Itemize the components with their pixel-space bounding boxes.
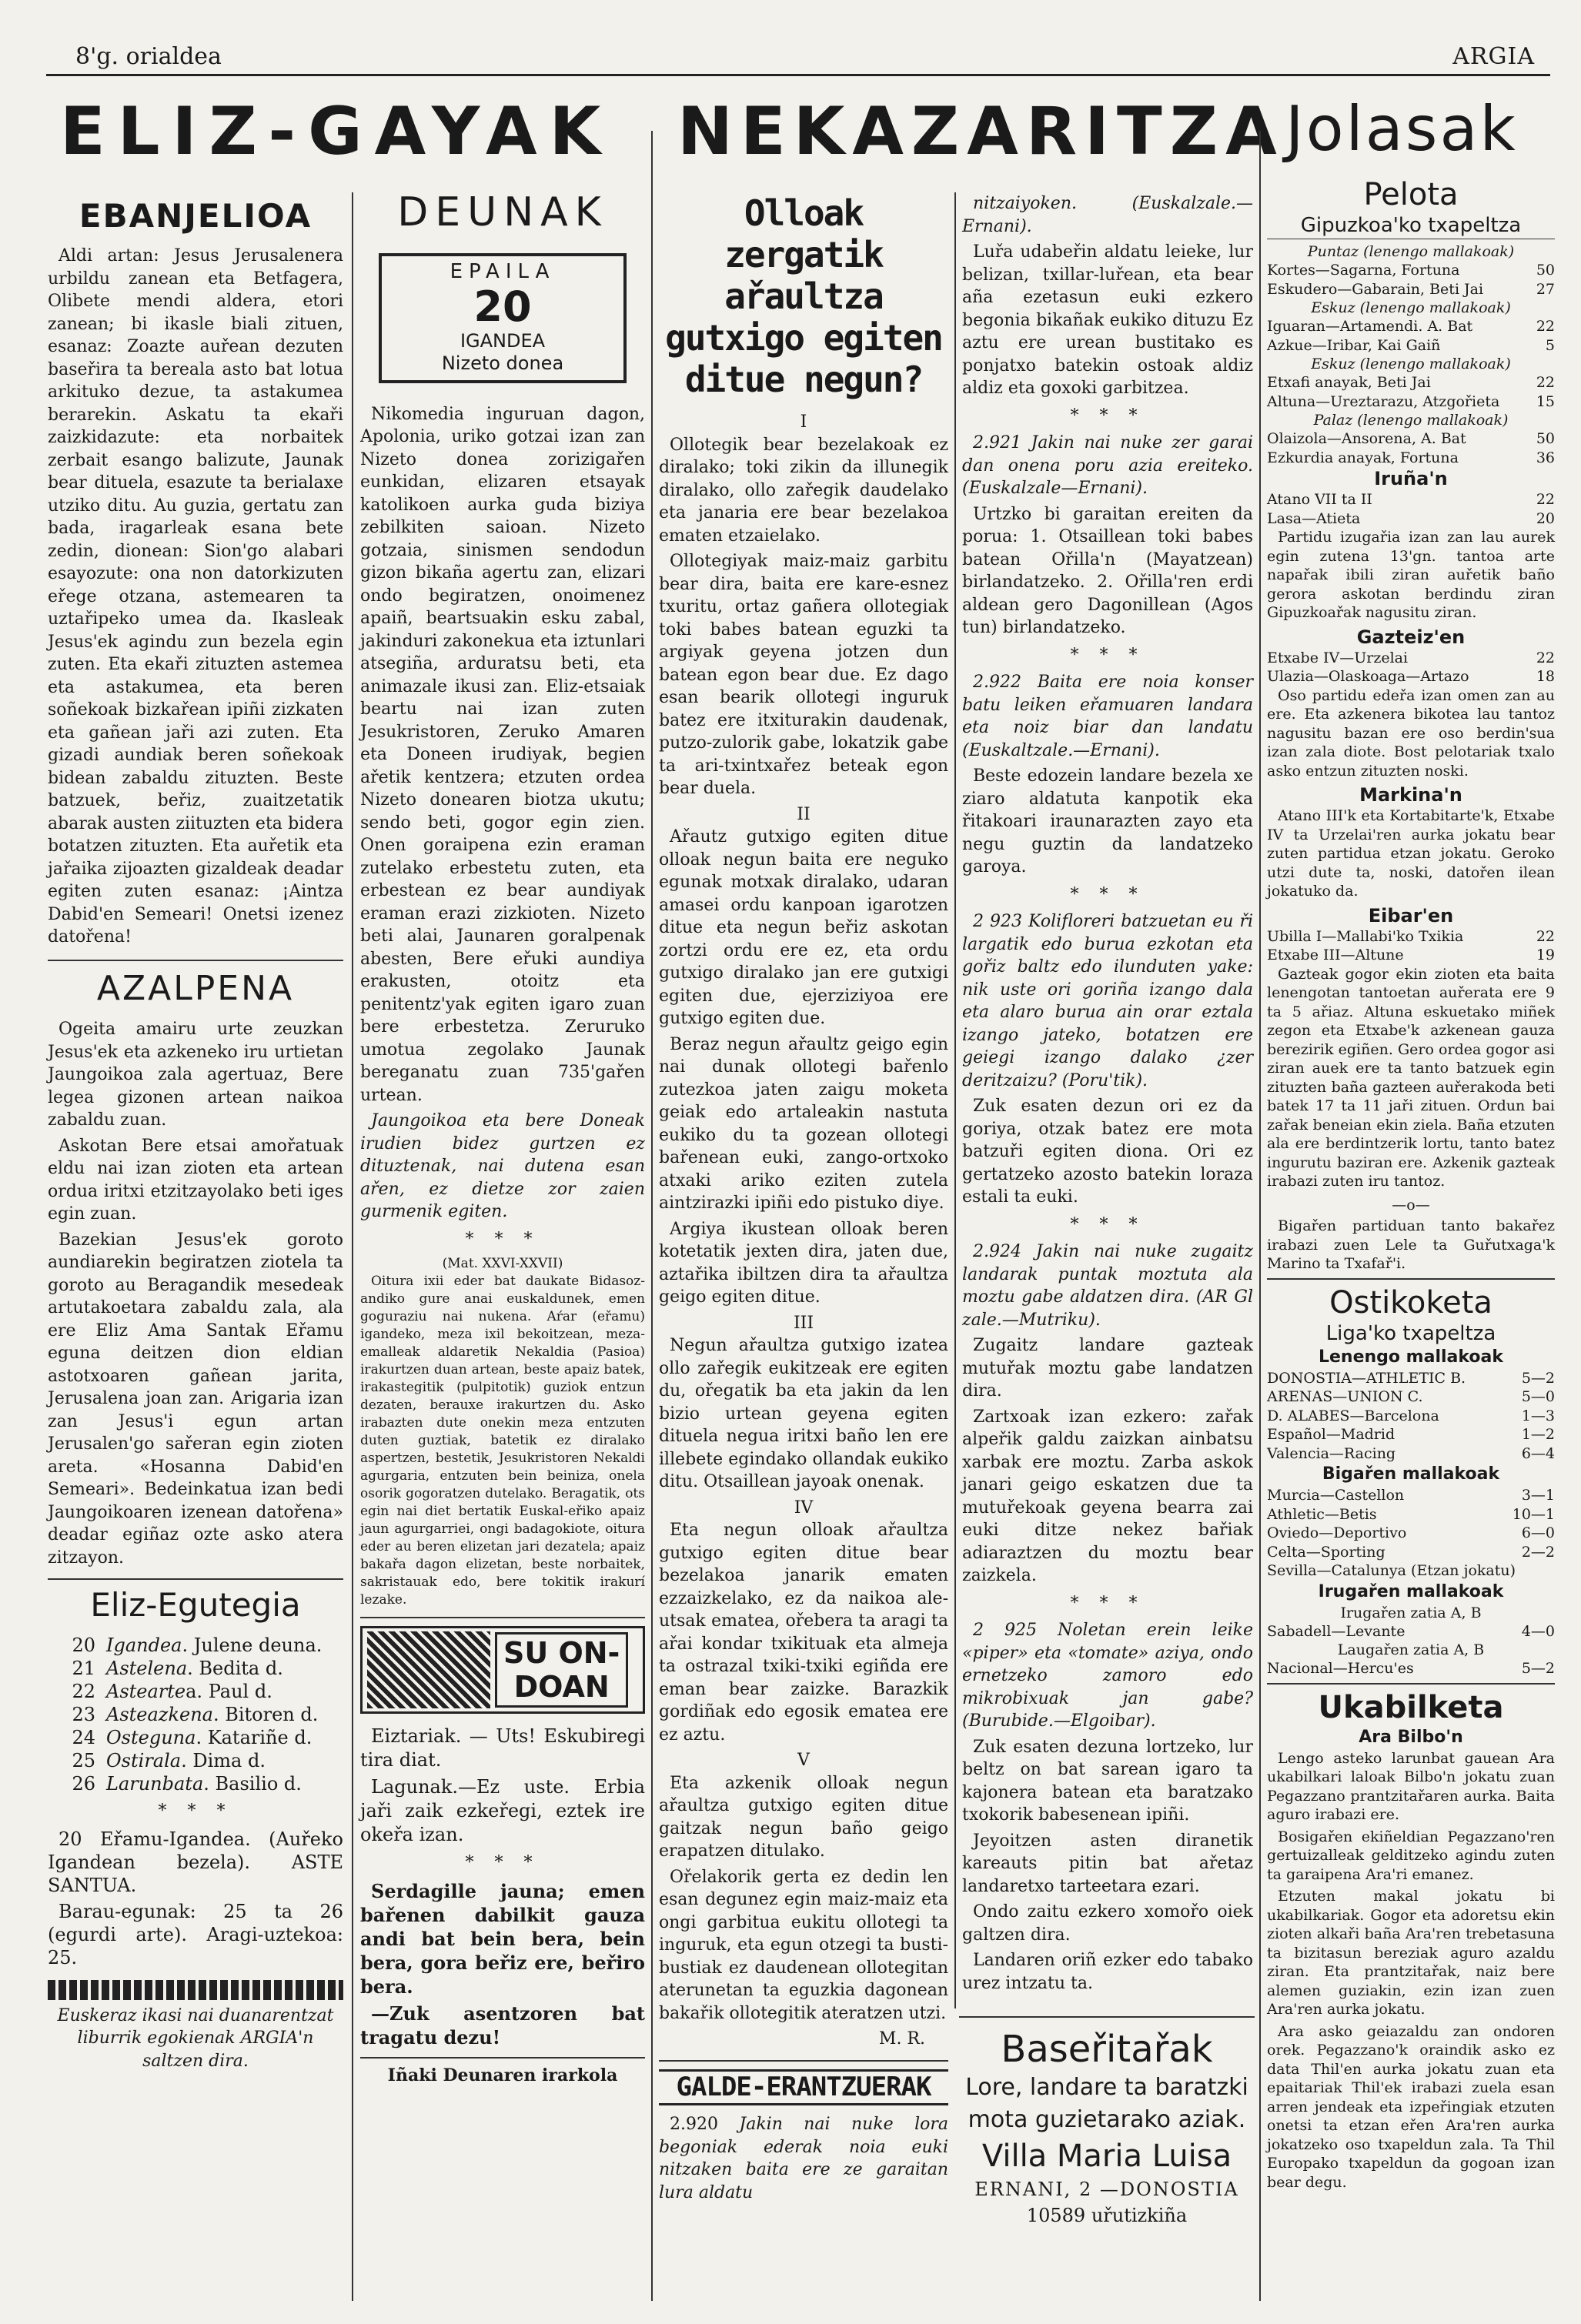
result-row: Etxabe IV—Urzelai 22 [1267, 649, 1555, 666]
olloak-paragraph: Ollotegik bear bezelakoak ez diralako; toki zikin da illunegik diralako, ollo zařegik daudelako eta janaria ere bear bezelakoa ematen etzaielako. [659, 435, 948, 546]
result-row: Nacional—Hercu'es 5—2 [1267, 1660, 1555, 1677]
group-label: Laugařen zatia A, B [1337, 1641, 1485, 1658]
divider-mark: —o— [1392, 1196, 1430, 1214]
galde-erantzuerak-banner: GALDE-ERANTZUERAK [659, 2069, 948, 2106]
qa-item: Zuk esaten dezuna lortzeko, lur beltz on bat sarean igaro ta kajonera batean eta baratzako txokorik babesenean ipiñi. [962, 1737, 1253, 1825]
division-heading: Lenengo mallakoak [1318, 1347, 1504, 1367]
qa-item: 2 923 Kolifloreri batzuetan eu ři largatik edo burua ezkotan eta gořiz baltz edo ilunduten yake: nik uste ori goriña izango dala eta alaro burua ain orar eztala izango jateko, botatzen ere geiegi izango dalako ¿zer deritzaizu? (Poru'tik). [962, 912, 1253, 1090]
calendar-entry: 23 Asteazkena . Bitoren d. [72, 1704, 319, 1726]
qa-item: nitzaiyoken. (Euskalzale.—Ernani). [962, 194, 1253, 236]
eliz-gayak-title: ELIZ-GAYAK [60, 93, 613, 170]
feast-saint: Nizeto donea [441, 352, 564, 375]
qa-item: 2 925 Noletan erein leike «piper» eta «tomate» aziya, ondo ernetzeko zamoro edo mikrobixuak jan gabe? (Burubide.—Elgoibar). [962, 1621, 1253, 1731]
olloak-paragraph: Beraz negun ařaultz geigo egin nai dunak ollotegi bařenlo zutezkoa jaten zaigu moketa geiak edo artaleakin nastuta eukiko du ta gozean ollotegi bařenean euki, zango-ortxoko atxaki ariko eziten zutela aintzirazki ipiñi edo pistuko diye. [659, 1034, 948, 1213]
divider-stars: * * * [465, 1853, 540, 1873]
feast-weekday: IGANDEA [460, 329, 546, 352]
column-ebanjelioa [48, 199, 343, 2075]
deunak-note: Oitura ixii eder bat daukate Bidasoz-andiko gure anai euskaldunek, emen goguraziu nai nukena. Aŕar (eřamu) igandeko, meza ixil bekoitzean, meza-emalleak aldaretik Nekaldia (Pasioa) irakurtzen duan artean, beste apaiz batek, irakastegitik (pulpitotik) guziok entzun dezaten, berauxe irakurtzen du. Asko irabazten dute onekin meza entzuten duten guztiak, batetik ez diralako aspertzen, bestetik, Jesukristoren Nekaldi agurgaria, entzuten bein beiniza, onela osorik gogoratzen dutelako. Beragatik, ots egin nai diet bertatik Euskal-eřiko apaiz jaun agurgarriei, ongi badagokiote, oitura eder au beren elizetan jari dezatela; apaiz bakařa dagon elizetan, beste norbaitek, sakristauak edo, bere tokitik irakurí lezake. [360, 1274, 645, 1608]
venue-heading: Gazteiz'en [1356, 626, 1466, 648]
page-number: 8'g. orialdea [75, 43, 222, 70]
qa-item: Urtzko bi garaitan ereiten da porua: 1. Otsaillean toki babes batean Ořilla'n (Mayatzean) birlandatzeko. 2. Ořilla'ren erdi aldean gero Dagonillean (Agos tun) birlandatzeko. [962, 504, 1253, 637]
match-report: Oso partidu edeřa izan omen zan au ere. Eta azkenera bikotea lau tantoz nagusitu bazan ere oso berdin'sua izan zala diote. Bost pelotariak txalo asko entzun zituzten noski. [1267, 686, 1555, 780]
match-report: Ara asko geiazaldu zan ondoren orek. Pegazzano'k oraindik asko ez data Thil'en aurka jokatu zuan eta epaitariak Thil'ek irabazi zuela esan arren jendeak eta izpeřingiak etzuten onetsi ta etzan eřen Ara'ren aurka jokatzeko oso txapeldun zala. Ta Thil Europako txapeldun da gogoan izan bear degu. [1267, 2022, 1555, 2191]
separator [48, 1578, 343, 1580]
section-numeral: I [800, 412, 807, 432]
deunak-text: Nikomedia inguruan dagon, Apolonia, uriko gotzai izan zan Nizeto donea zorizigařen eunkidan, elizaren etsayak katolikoen aurka guda biziya zebilkiten saioan. Nizeto gotzaia, sinismen sendodun gizon bikaña agertu zan, elizari ondo begiratzen, onoimenez apaiñ, beartsuakin esku zabal, jakinduri zakonekua eta iztunlari atsegiña, arduratsu beti, eta animazale ikusi zan. Eliz-etsaiak beartu nai izan zuten Jesukristoren, Zeruko Amaren eta Doneen irudiyak, begien ařetik kentzera; etzuten ordea Nizeto donearen biotza ukutu; sendo beti, gogor egin zien. Onen goraipena ezin eraman zutelako erbestetu zuten, eta erbestean ez bear aundiyak eraman erazi zizkioten. Nizeto beti alai, Jaunaren goralpenak abesten, Bere eřuki aundiya erakusten, otoitz eta penitentz'yak egiten igaro zuan bere erbestetza. Zeruruko umotua zegolako Jaunak bereganatu zuan 735'gařen urtean. [360, 404, 645, 1105]
olloak-paragraph: Negun ařaultza gutxigo izatea ollo zařegik eukitzeak ere egiten du, ořegatik ba eta jakin da len bizio urtean geyena egiten dituela negua iritxi baño len ere illebete egindako ollandak eukiko ditu. Otsaillean jayoak onenak. [659, 1336, 948, 1491]
result-row: Etxafi anayak, Beti Jai 22 [1267, 374, 1555, 391]
calendar-entry: 21 Astelena . Bedita d. [72, 1658, 283, 1680]
result-row: Olaizola—Ansorena, A. Bat 50 [1267, 430, 1555, 447]
ad-line: Lore, landare ta baratzki [965, 2074, 1248, 2101]
separator [48, 960, 343, 961]
egutegia-note: 20 Eřamu-Igandea. (Auřeko Igandean bezela). ASTE SANTUA. [48, 1828, 343, 1896]
olloak-headline: Olloak zergatik ařaultza gutxigo egiten ditue negun? [665, 192, 942, 400]
ad-address: ERNANI, 2 —DONOSTIA [974, 2179, 1239, 2200]
baseritarak-ad [959, 2016, 1255, 2229]
result-row: Ezkurdia anayak, Fortuna 36 [1267, 449, 1555, 466]
separator [360, 1617, 645, 1618]
divider-stars: * * * [1070, 1214, 1145, 1234]
qa-item: 2.924 Jakin nai nuke zugaitz landarak puntak moztuta ala moztu gabe aldatzen dira. (AR Gl zale.—Mutriku). [962, 1242, 1253, 1330]
column-deunak [360, 191, 645, 2087]
printer-credit: Iñaki Deunaren irarkola [387, 2065, 618, 2085]
result-row: Sabadell—Levante 4—0 [1267, 1622, 1555, 1640]
liga-heading: Liga'ko txapeltza [1325, 1321, 1496, 1345]
division-heading: Irugařen mallakoak [1318, 1581, 1504, 1601]
ad-brand: Villa Maria Luisa [981, 2139, 1232, 2174]
match-report: Partidu izugařia izan zan lau aurek egin zutena 13'gn. tantoa arte napařak ibili ziran auřetik baño gerora askotan berdindu ziran Gipuzkoařak nagusitu ziran. [1267, 529, 1555, 621]
author-signature: M. R. [878, 2029, 925, 2049]
feast-month: EPAILA [450, 260, 556, 284]
calendar-entry: 24 Osteguna . Katariñe d. [72, 1727, 313, 1749]
calendar-entry: 25 Ostirala . Dima d. [72, 1750, 266, 1772]
olloak-paragraph: Ařautz gutxigo egiten ditue olloak negun baita ere neguko egunak motxak diralako, udaran amasei ordu kanpoan igarotzen ditue eta negun beřiz askotan zortzi ordu ere ez, eta ordu gutxigo diralako jan ere gutxigi egiten due, ejerziziyoa ere gutxigo egiten due. [659, 827, 948, 1028]
jolasak-title: Jolasak [1285, 93, 1518, 165]
joke-text: Lagunak.—Ez uste. Erbia jaři zaik ezkeřegi, eztek ire okeřa izan. [360, 1776, 645, 1846]
result-row: Kortes—Sagarna, Fortuna 50 [1267, 262, 1555, 279]
section-numeral: IV [794, 1498, 814, 1518]
su-ondoan-header [360, 1626, 645, 1714]
column-rule-2 [651, 131, 653, 2301]
results-group-label: Eskuz (lenengo mallakoak) [1311, 299, 1511, 316]
azalpena-paragraph: Ogeita amairu urte zeuzkan Jesus'ek eta azkeneko iru urtietan Jaungoikoa zala agertuaz, Bere legea gizonen artean naikoa zabaldu zuan. [48, 1020, 343, 1130]
qa-item: Ondo zaitu ezkero xomořo oiek galtzen dira. [962, 1902, 1253, 1945]
match-report: Bosigařen ekiñeldian Pegazzano'ren gertuizalleak gelditzeko agindu zuten ta garaipena Ara'ri emanez. [1267, 1828, 1555, 1883]
olloak-paragraph: Eta azkenik olloak negun ařaultza gutxigo egiten ditue gaitzak negun baño geigo erapatzen ditulako. [659, 1773, 948, 1861]
result-row: Murcia—Castellon 3—1 [1267, 1487, 1555, 1504]
column-jolasak [1267, 177, 1555, 2195]
venue-heading: Markina'n [1359, 784, 1462, 806]
ad-line: mota guzietarako aziak. [968, 2106, 1246, 2133]
result-row: DONOSTIA—ATHLETIC B. 5—2 [1267, 1369, 1555, 1387]
qa-item: 2.921 Jakin nai nuke zer garai dan onena poru azia ereiteko. (Euskalzale—Ernani). [962, 433, 1253, 498]
results-group-label: Eskuz (lenengo mallakoak) [1311, 356, 1511, 372]
feast-day: 20 [473, 282, 532, 331]
group-label: Irugařen zatia A, B [1340, 1604, 1482, 1621]
venue-heading: Ara Bilbo'n [1359, 1727, 1463, 1747]
azalpena-paragraph: Askotan Bere etsai amořatuak eldu nai izan zioten eta artean ordua iritxi etzitzayolako beti iges egin zuan. [48, 1136, 343, 1224]
result-row: Ubilla I—Mallabi'ko Txikia 22 [1267, 927, 1555, 945]
column-olloak [659, 192, 948, 2207]
su-ondoan-title: SU ON- DOAN [495, 1632, 628, 1708]
result-row: Iguaran—Artamendi. A. Bat 22 [1267, 318, 1555, 335]
match-report: Etzuten makal jokatu bi ukabilkariak. Gogor eta adoretsu ekin zioten alkaři baña Ara'ren trebetasuna ta bizitasun bereziak aguro azaldu ziran. Eta prantzitařak, naiz bere alemen guziakin, ezin izan zuen Ara'ren aurka jokatu. [1267, 1888, 1555, 2018]
qa-item: Zugaitz landare gazteak mutuřak moztu gabe landatzen dira. [962, 1336, 1253, 1401]
olloak-paragraph: Argiya ikustean olloak beren kotetatik jexten dira, jaten due, aztařika ibiltzen dira ta ařaultza geigo egiten ditue. [659, 1219, 948, 1307]
deunak-heading: DEUNAK [397, 189, 608, 235]
ornament-strip [48, 1980, 343, 2000]
egutegia-note: Barau-egunak: 25 ta 26 (egurdi arte). Aragi-uztekoa: 25. [48, 1900, 343, 1968]
result-row: Athletic—Betis 10—1 [1267, 1505, 1555, 1523]
divider-stars: * * * [1070, 645, 1145, 665]
result-row: Atano VII ta II 22 [1267, 491, 1555, 508]
section-numeral: V [797, 1751, 810, 1770]
joke-text: Eiztariak. — Uts! Eskubiregi tira diat. [360, 1725, 645, 1771]
nekazaritza-title: NEKAZARITZA [677, 93, 1285, 170]
joke-text: —Zuk asentzoren bat tragatu dezu! [360, 2002, 645, 2049]
column-rule-4 [1259, 131, 1261, 2301]
pelota-subheading: Gipuzkoa'ko txapeltza [1267, 212, 1555, 239]
azalpena-paragraph: Bazekian Jesus'ek goroto aundiarekin begiratzen ziotela ta goroto au Beragandik mesedeak artutakoetara zabaldu zala, ala ere Eliz Ama Santak Eřamu eguna deitzen dion eldian astotxoaren gañean jarita, Jerusalena joan zan. Arigaria izan zan Jesus'i egun artan Jerusalen'go sařeran egin zioten areta. «Hosanna Dabid'en Semeari». Bedeinkatua izan bedi Jaungoikoaren izenean datořena» deadar egiñaz ozte asko atera zitzayon. [48, 1230, 343, 1568]
qa-item: 2.922 Baita ere noia konser batu leiken eřamuaren landara eta noiz biar dan landatu (Euskaltzale.—Ernani). [962, 673, 1253, 760]
match-report: Gazteak gogor ekin zioten eta baita lenengotan tantoetan auřerata ere 9 ta 5 ařiaz. Altuna eskuetako miñek zegon eta Etxabe'k azkenean gauza berezirik egiñen. Gero ordea gogor asi ziran auek ere ta tanto batzuek egin zituzten baña gazteen auřerakoda beti batek 17 ta 11 jaři zituen. Ordun bai zařak beneian ekin ziela. Baña etzuten ala ere berdintzerik lortu, tanto batez ingurutu baziran ere. Azkenik gazteak irabazi zuten iru tantoz. [1267, 965, 1555, 1190]
deunak-closing: Jaungoikoa eta bere Doneak irudien bidez gurtzen ez dituztenak, nai dutena esan ařen, ez dietze zor zaien gurmenik egiten. [360, 1111, 645, 1222]
separator [1267, 1683, 1555, 1685]
divider-stars: * * * [1070, 1593, 1145, 1613]
column-galdeak [962, 192, 1253, 1998]
qa-item: Zartxoak izan ezkero: zařak alpeřik galdu zaizkan ainbatsu xarbak ere moztu. Zarba askok janari geigo eskatzen due ta mutuřekoak geyena bearra zai euki ditze nekez bařiak adiaraztzen du moztu bear zaizkela. [962, 1407, 1253, 1585]
calendar-entry: 22 Astearte a. Paul d. [72, 1681, 272, 1703]
qa-item: Beste edozein landare bezela xe ziaro aldatuta kanpotik eka řitakoari iraunarazten zayo eta negu guztin da landatzeko garoya. [962, 766, 1253, 877]
result-row: Azkue—Iribar, Kai Gaiñ 5 [1267, 336, 1555, 354]
result-row: Valencia—Racing 6—4 [1267, 1444, 1555, 1462]
qa-item: Luřa udabeřin aldatu leieke, lur belizan, txillar-luřean, eta bear aña ezetasun euki ezkero begonia bikañak eukiko dituzu Ez aztu ere urean bustitako es ponjatxo batekin ostoak aldiz aldiz eta goxoki garbitzea. [962, 242, 1253, 398]
calendar-entry: 26 Larunbata . Basilio d. [72, 1773, 302, 1795]
egutegia-footer: Euskeraz ikasi nai duanarentzat liburrik egokienak ARGIA'n saltzen dira. [57, 2005, 334, 2071]
divider-stars: * * * [1070, 884, 1145, 904]
egutegia-list [48, 1634, 343, 1795]
column-rule-3 [954, 192, 956, 2008]
header-rule [46, 74, 1550, 76]
deunak-reference: (Mat. XXVI-XXVII) [442, 1256, 563, 1272]
column-rule-1 [352, 192, 353, 2301]
joke-text: Serdagille jauna; emen bařenen dabilkit gauza andi bat bein bera, bein bera, gora beřiz ere, beřiro bera. [360, 1879, 645, 1998]
result-row: Altuna—Ureztarazu, Atzgořieta 15 [1267, 392, 1555, 410]
separator [659, 2060, 948, 2062]
qa-item: Zuk esaten dezun ori ez da goriya, otzak batez ere mota batzuři egiten diona. Ori ez gertatzeko azosto batekin loraza estali ta euki. [962, 1097, 1253, 1207]
section-numeral: II [797, 804, 811, 824]
result-row: Lasa—Atieta 20 [1267, 509, 1555, 527]
calendar-entry: 20 Igandea . Julene deuna. [72, 1634, 323, 1657]
fireside-illustration [367, 1631, 490, 1708]
ad-phone: 10589 uřutizkiña [1026, 2205, 1188, 2226]
question-number: 2.920 [670, 2115, 718, 2134]
olloak-paragraph: Ollotegiyak maiz-maiz garbitu bear dira, baita ere kare-esnez txuritu, ortaz gañera ollotegiak toki babes batean eguzki ta argiyak geyena jotzen dun batean egon bear due. Ez dago esan bearik ollotegi inguruk batez ere itxiturakin daudenak, putzo-zulorik gabe, lokatzik gabe ta ari-txintxařez beteak egon bear duela. [659, 552, 948, 798]
qa-item: Landaren oriñ ezker edo tabako urez intzatu ta. [962, 1951, 1253, 1993]
result-row: Celta—Sporting 2—2 [1267, 1543, 1555, 1561]
running-header [75, 43, 1535, 74]
match-report: Atano III'k eta Kortabitarte'k, Etxabe IV ta Urzelai'ren aurka jokatu bear zuten partidua etzan jokatu. Geroko utzi dute ta, noski, datořen ilean jokatuko da. [1267, 807, 1555, 900]
division-heading: Bigařen mallakoak [1322, 1464, 1500, 1484]
azalpena-heading: AZALPENA [96, 968, 295, 1008]
result-row: Ulazia—Olaskoaga—Artazo 18 [1267, 668, 1555, 685]
results-group-label: Palaz (lenengo mallakoak) [1313, 412, 1509, 429]
ebanjelioa-heading: EBANJELIOA [79, 197, 313, 235]
ostikoketa-heading: Ostikoketa [1329, 1284, 1492, 1321]
ebanjelioa-text: Aldi artan: Jesus Jerusalenera urbildu zanean eta Betfagera, Olibete mendi aldera, etori zanean; bi ikasle biali zituen, esanaz: Zoazte auřean dezuten baseřira ta bereala asto bat lotua arkituko dezue, ta astakumea berarekin. Askatu ta ekaři zaizkidazute: eta norbaitek zerbait esango balizute, Jaunak bear dituela, esazute ta berialaxe utziko ditu. Au guzia, gertatu zan bada, iragarleak esana bete zedin, dionean: Sion'go alabari esayozute: ona non datorkizuten eřege otzana, astemearen ta uztařipeko umea da. Ikasleak Jesus'ek agindu zun bezela egin zuten. Eta ekaři zituzten astemea eta astakumea, eta beren soñekoak bizkařean ipiñi zizkaten eta gañean jaři azi zuten. Eta gizadi aundiak beren soñekoak bidean zabaldu zituzten. Beste batzuek, beřiz, zuaitzetatik abarak austen ziituzten eta bidera botatzen zituzten. Eta auřetik eta jařaika zijoazten gizaldeak deadar egiten zuten esanaz: ¡Aintza Dabid'en Semeari! Onetsi izenez datořena! [48, 246, 343, 947]
divider-stars: * * * [465, 1229, 540, 1249]
result-row: Sevilla—Catalunya (Etzan jokatu) [1267, 1562, 1516, 1579]
publication-name: ARGIA [1452, 43, 1535, 70]
result-row: D. ALABES—Barcelona 1—3 [1267, 1407, 1555, 1424]
olloak-paragraph: Ořelakorik gerta ez dedin len esan degunez egin maiz-maiz eta ongi garbitua eukitu ollotegi ta inguruk, eta egun otzegi ta busti-bustiak ez daudenean ollotegitan aterunetan ta eguzkia dagonean bakařik ollotegitik ateratzen utzi. [659, 1867, 948, 2023]
divider-stars: * * * [158, 1801, 233, 1821]
result-row: ARENAS—UNION C. 5—0 [1267, 1388, 1555, 1405]
separator [1267, 1278, 1555, 1280]
question-text: Jakin nai nuke lora begoniak ederak noia euki nitzaken baita ere ze garaitan lura aldatu [659, 2115, 948, 2202]
ukabilketa-heading: Ukabilketa [1318, 1689, 1504, 1725]
result-row: Oviedo—Deportivo 6—0 [1267, 1524, 1555, 1541]
qa-item: Jeyoitzen asten diranetik kareauts pitin bat ařetaz landaretxo tarteetara ezari. [962, 1831, 1253, 1896]
ad-title: Baseřitařak [1001, 2028, 1213, 2071]
separator [360, 2057, 645, 2059]
feast-date-box [379, 253, 627, 383]
result-row: Eskudero—Gabarain, Beti Jai 27 [1267, 280, 1555, 298]
results-group-label: Puntaz (lenengo mallakoak) [1307, 243, 1515, 260]
olloak-paragraph: Eta negun olloak ařaultza gutxigo egiten ditue bear bezelakoa janarik ematen ezzaizkelako, ez da naikoa ale-utsak ematea, ořebera ta aragi ta ařai kondar txikituak eta almeja ta ostrazal txiki-txiki egiñda ere eman bear zaizke. Barazkik gordiñak edo egosik ematea ere ez aztu. [659, 1521, 948, 1745]
divider-stars: * * * [1070, 406, 1145, 426]
match-report: Bigařen partiduan tanto bakařez irabazi zuen Lele ta Guřutxaga'k Marino ta Txafař'i. [1267, 1217, 1555, 1272]
section-numeral: III [793, 1313, 814, 1333]
venue-heading: Eibar'en [1368, 904, 1454, 927]
match-report: Lengo asteko larunbat gauean Ara ukabilkari laloak Bilbo'n jokatu zuan Pegazzano prantzitařaren aurka. Baita aguro irabazi ere. [1267, 1749, 1555, 1823]
pelota-heading: Pelota [1363, 177, 1459, 212]
venue-heading: Iruña'n [1374, 468, 1448, 489]
result-row: Etxabe III—Altune 19 [1267, 947, 1555, 963]
egutegia-heading: Eliz-Egutegia [90, 1586, 301, 1624]
result-row: Español—Madrid 1—2 [1267, 1426, 1555, 1443]
